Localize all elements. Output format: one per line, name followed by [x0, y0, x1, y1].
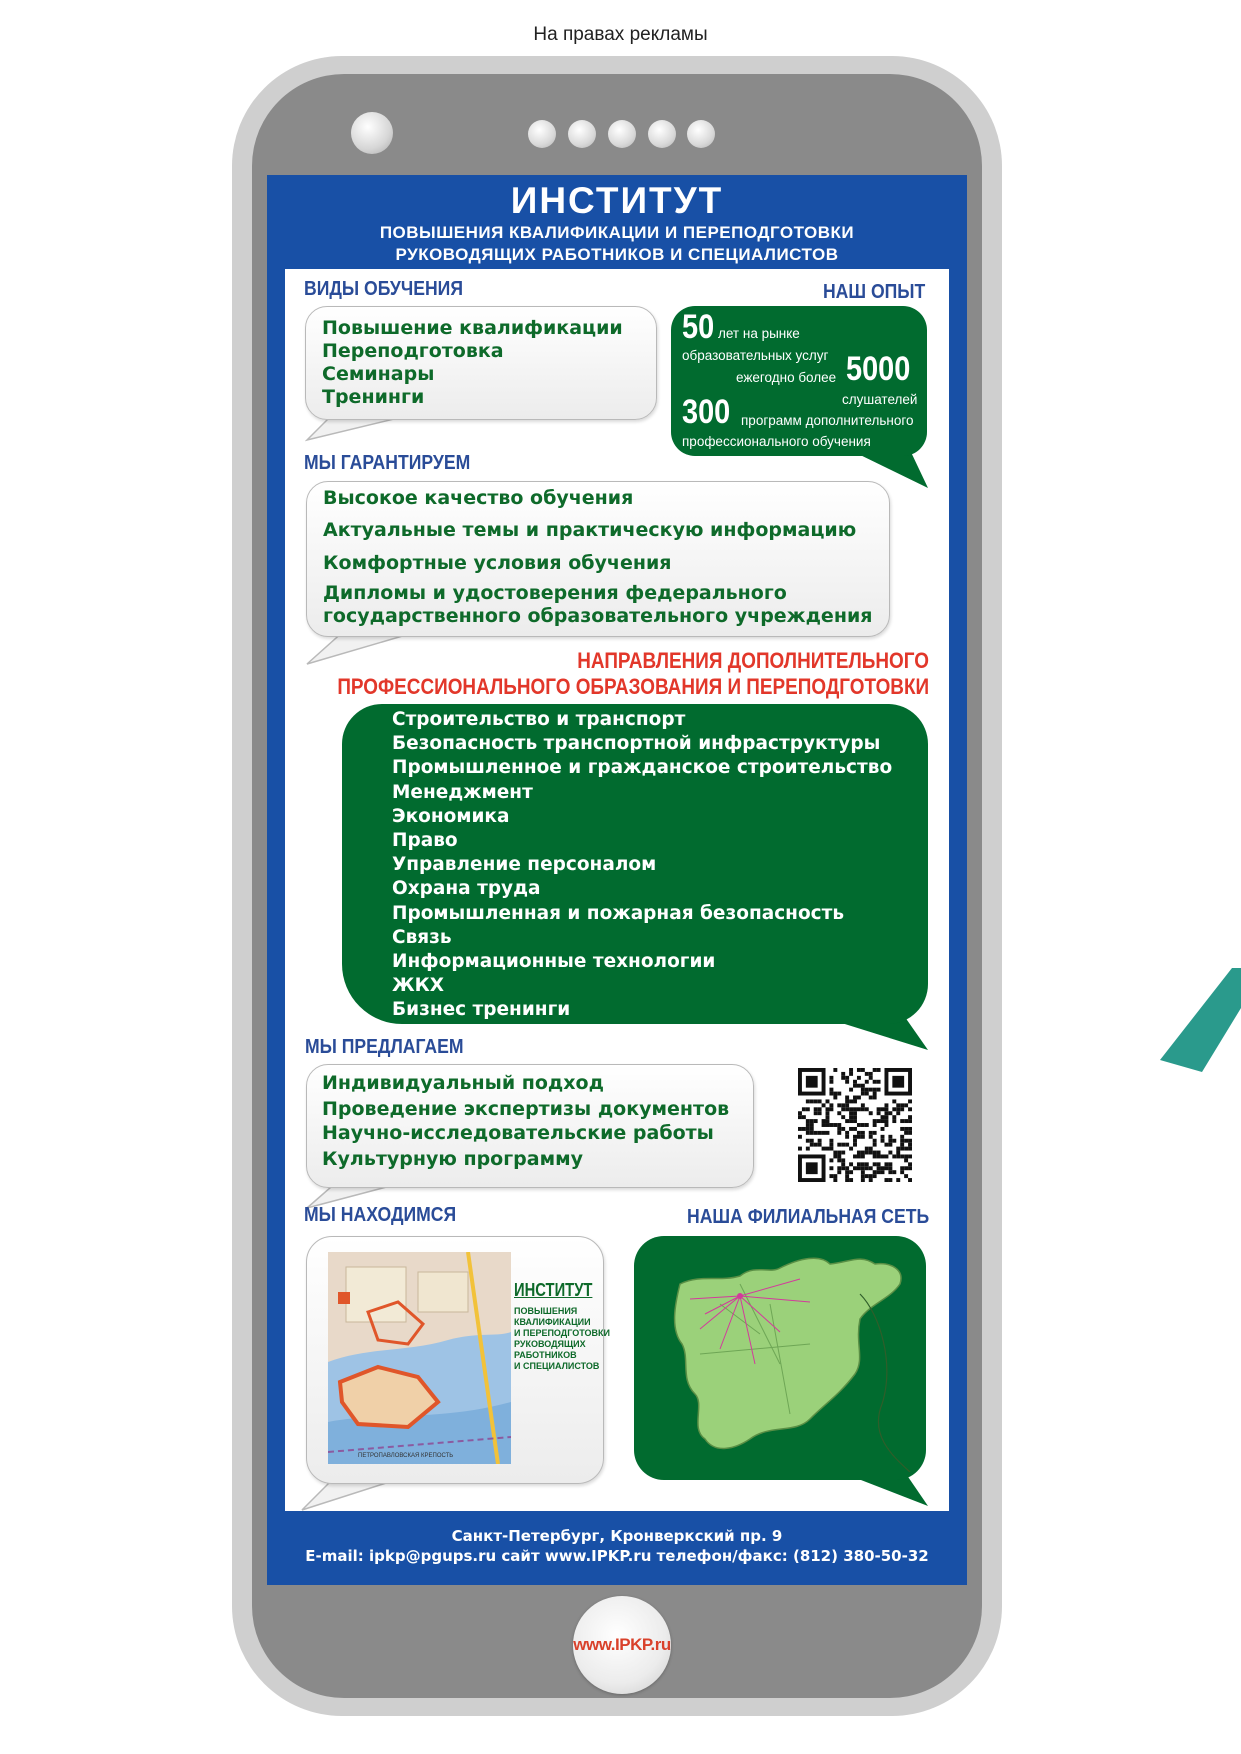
institute-subtitle: РУКОВОДЯЩИХ РАБОТНИКОВ И СПЕЦИАЛИСТОВ [395, 245, 839, 264]
map-subtitle-line: ПОВЫШЕНИЯ [514, 1306, 578, 1316]
direction-item: Связь [392, 926, 452, 948]
home-button-label: www.IPKP.ru [573, 1635, 671, 1654]
years-number: 50 [682, 308, 715, 346]
advertisement-label: На правах рекламы [533, 24, 708, 45]
section-heading-directions: НАПРАВЛЕНИЯ ДОПОЛНИТЕЛЬНОГО [577, 648, 929, 673]
list-item: Культурную программу [322, 1148, 584, 1170]
years-text: лет на рынке [718, 326, 800, 341]
section-heading-location: МЫ НАХОДИМСЯ [304, 1204, 457, 1226]
footer-address: Санкт-Петербург, Кронверкский пр. 9 [451, 1527, 783, 1545]
map-subtitle-line: РАБОТНИКОВ [514, 1350, 577, 1360]
direction-item: Право [392, 830, 458, 851]
list-item: Проведение экспертизы документов [322, 1098, 730, 1120]
direction-item: Управление персоналом [392, 854, 657, 876]
map-subtitle-line: КВАЛИФИКАЦИИ [514, 1317, 591, 1327]
list-item: Тренинги [322, 386, 425, 408]
direction-item: Промышленное и гражданское строительство [392, 757, 893, 779]
qr-code [798, 1068, 912, 1182]
institute-title: ИНСТИТУТ [510, 180, 724, 221]
direction-item: Экономика [392, 805, 510, 827]
speaker-dot-icon [648, 120, 676, 148]
russia-branch-map [660, 1244, 922, 1472]
section-heading-training-types: ВИДЫ ОБУЧЕНИЯ [304, 278, 463, 300]
speaker-dot-icon [528, 120, 556, 148]
city-map [328, 1252, 511, 1464]
direction-item: Информационные технологии [392, 951, 716, 972]
programs-number: 300 [682, 393, 731, 431]
map-institute-title: ИНСТИТУТ [514, 1280, 593, 1300]
list-item: Высокое качество обучения [323, 487, 634, 509]
list-item: Научно-исследовательские работы [322, 1122, 714, 1144]
institute-subtitle: ПОВЫШЕНИЯ КВАЛИФИКАЦИИ И ПЕРЕПОДГОТОВКИ [379, 223, 855, 242]
list-item: Переподготовка [322, 340, 504, 362]
speaker-dot-icon [608, 120, 636, 148]
map-subtitle-line: И ПЕРЕПОДГОТОВКИ [514, 1328, 610, 1338]
list-item: Актуальные темы и практическую информацию [323, 519, 857, 541]
list-item: государственного образовательного учреждения [323, 605, 873, 627]
section-heading-directions: ПРОФЕССИОНАЛЬНОГО ОБРАЗОВАНИЯ И ПЕРЕПОДГОТОВКИ [337, 674, 929, 699]
direction-item: Безопасность транспортной инфраструктуры [392, 733, 881, 755]
listeners-text: слушателей [842, 392, 918, 407]
experience-text: образовательных услуг [682, 348, 829, 363]
direction-item: ЖКХ [392, 975, 445, 997]
programs-text: профессионального обучения [682, 434, 871, 449]
camera-icon [351, 112, 393, 154]
direction-item: Строительство и транспорт [392, 709, 686, 730]
map-subtitle-line: РУКОВОДЯЩИХ [514, 1339, 586, 1349]
direction-item: Бизнес тренинги [392, 999, 571, 1021]
list-item: Повышение квалификации [322, 317, 623, 339]
home-button[interactable] [573, 1596, 671, 1694]
svg-text:ПЕТРОПАВЛОВСКАЯ КРЕПОСТЬ: ПЕТРОПАВЛОВСКАЯ КРЕПОСТЬ [358, 1453, 454, 1459]
listeners-number: 5000 [846, 350, 911, 388]
programs-text: программ дополнительного [741, 413, 914, 428]
direction-item: Охрана труда [392, 878, 541, 900]
speaker-dot-icon [568, 120, 596, 148]
direction-item: Промышленная и пожарная безопасность [392, 902, 845, 924]
footer-contacts: E-mail: ipkp@pgups.ru сайт www.IPKP.ru телефон/факс: (812) 380-50-32 [305, 1547, 929, 1565]
list-item: Дипломы и удостоверения федерального [323, 582, 787, 604]
section-heading-offer: МЫ ПРЕДЛАГАЕМ [305, 1036, 464, 1058]
speaker-dot-icon [687, 120, 715, 148]
list-item: Комфортные условия обучения [323, 552, 672, 574]
map-subtitle-line: И СПЕЦИАЛИСТОВ [514, 1361, 600, 1371]
experience-text: ежегодно более [736, 370, 837, 385]
list-item: Семинары [322, 363, 435, 385]
decorative-shape [1160, 968, 1241, 1072]
direction-item: Менеджмент [392, 781, 533, 803]
section-heading-branches: НАША ФИЛИАЛЬНАЯ СЕТЬ [686, 1206, 929, 1228]
list-item: Индивидуальный подход [322, 1072, 604, 1094]
section-heading-experience: НАШ ОПЫТ [822, 281, 925, 303]
section-heading-guarantee: МЫ ГАРАНТИРУЕМ [304, 452, 471, 474]
